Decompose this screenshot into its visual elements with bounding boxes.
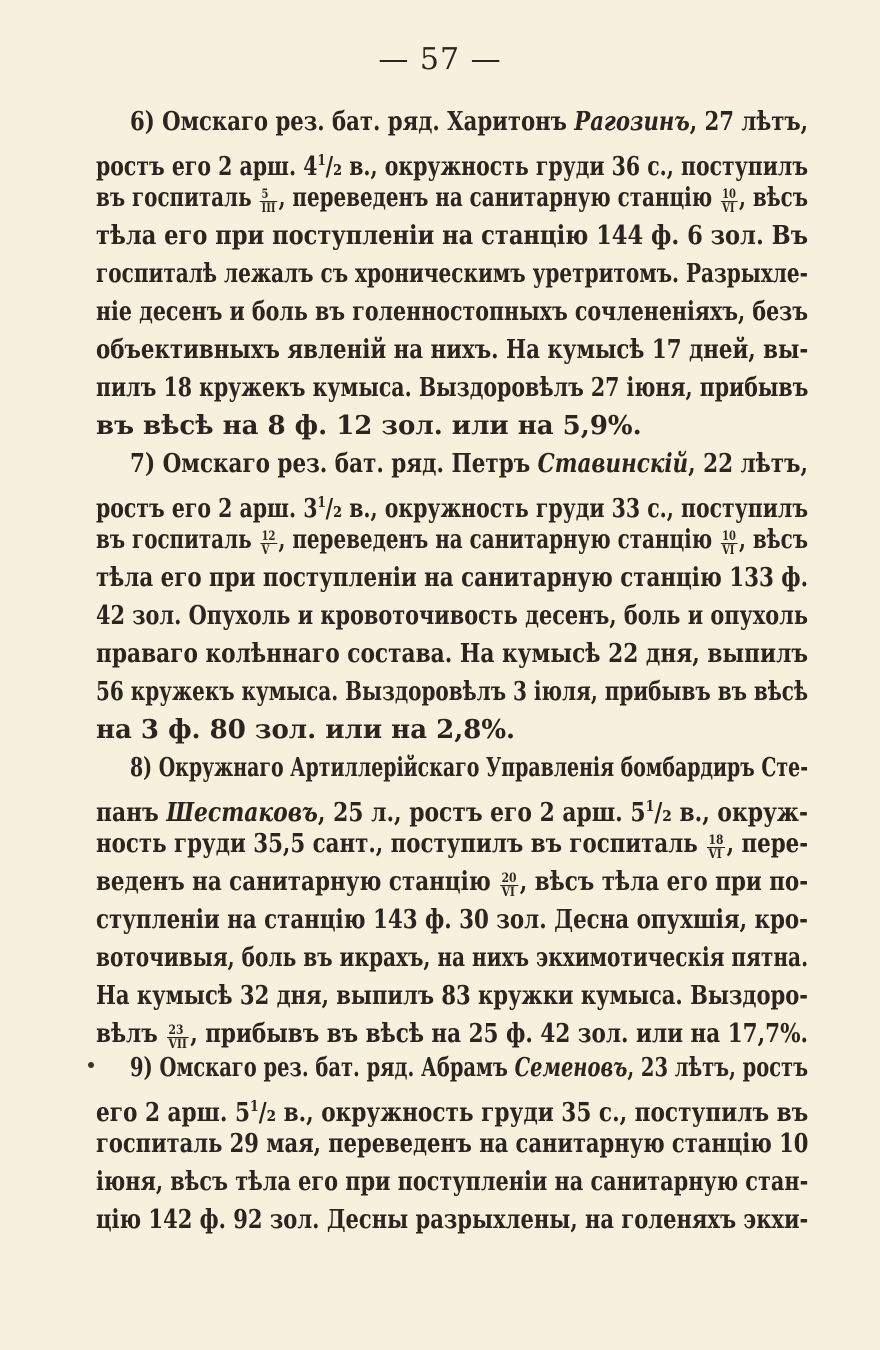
- entry-9-line-3: госпиталь 29 мая, переведенъ на санитарную станцію 10: [96, 1129, 809, 1159]
- entry-7-line-7: 56 кружекъ кумыса. Выздоровѣлъ 3 іюля, прибывъ въ вѣсѣ: [96, 677, 808, 707]
- entry-8-line-8: вѣлъ $\frac{23}{\text{VII}}$ , прибывъ въ вѣсѣ на 25 ф. 42 зол. или на 17,7%.: [96, 1019, 808, 1052]
- entry-7-line-6: праваго колѣннаго состава. На кумысѣ 22 дня, выпилъ: [96, 639, 808, 669]
- entry-8-line-7: На кумысѣ 32 дня, выпилъ 83 кружки кумыса. Выздоро-: [96, 981, 809, 1011]
- entry-6-line-3: въ госпиталь $\frac{5}{\text{III}}$ , переведенъ на санитарную станцію $\frac{10}{VI}$ , вѣсъ: [96, 183, 809, 216]
- entry-7-line-2: ростъ его 2 арш. $3^1/_2$ в., окружность груди 33 с., поступилъ: [96, 493, 808, 524]
- entry-6-line-9: въ вѣсѣ на 8 ф. 12 зол. или на 5,9%.: [96, 411, 642, 441]
- entry-8-line-4: веденъ на санитарную станцію $\frac{20}{VI}$ , вѣсъ тѣла его при по-: [96, 867, 809, 900]
- date-fraction: $\frac{5}{\text{III}}$: [261, 187, 276, 216]
- date-fraction: $\frac{18}{VI}$: [708, 833, 724, 862]
- date-fraction: $\frac{20}{VI}$: [501, 871, 517, 900]
- date-fraction: $\frac{12}{V}$: [261, 529, 276, 558]
- entry-6-line-8: пилъ 18 кружекъ кумыса. Выздоровѣлъ 27 іюня, прибывъ: [96, 373, 809, 403]
- entry-7-line-1: 7) Омскаго рез. бат. ряд. Петръ Ставинскій, 22 лѣтъ,: [130, 449, 808, 479]
- entry-6-line-4: тѣла его при поступленіи на станцію 144 ф. 6 зол. Въ: [96, 221, 808, 251]
- ink-dot: [88, 1062, 94, 1068]
- entry-7-line-8: на 3 ф. 80 зол. или на 2,8%.: [96, 715, 516, 745]
- entry-6-line-1: 6) Омскаго рез. бат. ряд. Харитонъ Рагозинъ, 27 лѣтъ,: [130, 107, 809, 137]
- entry-7-line-4: тѣла его при поступленіи на санитарную станцію 133 ф.: [96, 563, 809, 593]
- entry-8-line-5: ступленіи на станцію 143 ф. 30 зол. Десна опухшія, кро-: [96, 905, 808, 935]
- entry-9-line-4: іюня, вѣсъ тѣла его при поступленіи на санитарную стан-: [96, 1167, 809, 1197]
- entry-6-line-7: объективныхъ явленій на нихъ. На кумысѣ 17 дней, вы-: [96, 335, 809, 365]
- date-fraction: $\frac{23}{\text{VII}}$: [168, 1023, 187, 1052]
- date-fraction: $\frac{10}{VI}$: [722, 529, 736, 558]
- patient-name: Рагозинъ: [574, 107, 690, 137]
- date-fraction: $\frac{10}{VI}$: [722, 187, 736, 216]
- entry-7-line-3: въ госпиталь $\frac{12}{V}$ , переведенъ на санитарную станцію $\frac{10}{VI}$ , вѣсъ: [96, 525, 809, 558]
- entry-8-line-1: 8) Окружнаго Артиллерійскаго Управленія бомбардиръ Сте-: [130, 753, 809, 783]
- page-number: — 57 —: [378, 42, 502, 77]
- entry-8-line-6: воточивыя, боль въ икрахъ, на нихъ экхимотическія пятна.: [96, 943, 809, 973]
- patient-name: Шестаковъ: [166, 798, 318, 828]
- entry-9-line-2: его 2 арш. $5^1/_2$ в., окружность груди 35 с., поступилъ въ: [96, 1097, 809, 1128]
- patient-name: Ставинскій: [537, 449, 689, 479]
- entry-8-line-3: ность груди 35,5 сант., поступилъ въ госпиталь $\frac{18}{VI}$ , пере-: [96, 829, 809, 862]
- entry-6-line-6: ніе десенъ и боль въ голенностопныхъ сочлененіяхъ, безъ: [96, 297, 809, 327]
- entry-6-line-5: госпиталѣ лежалъ съ хроническимъ уретритомъ. Разрыхле-: [96, 259, 808, 289]
- entry-6-line-2: ростъ его 2 арш. $4^1/_2$ в., окружность груди 36 с., поступилъ: [96, 151, 808, 182]
- entry-9-line-5: цію 142 ф. 92 зол. Десны разрыхлены, на голеняхъ экхи-: [96, 1205, 809, 1235]
- entry-9-line-1: 9) Омскаго рез. бат. ряд. Абрамъ Семеновъ, 23 лѣтъ, ростъ: [130, 1053, 809, 1083]
- entry-7-line-5: 42 зол. Опухоль и кровоточивость десенъ, боль и опухоль: [96, 601, 808, 631]
- entry-8-line-2: панъ Шестаковъ, 25 л., ростъ его 2 арш. $5^1/_2$ в., окруж-: [96, 797, 808, 828]
- patient-name: Семеновъ: [514, 1053, 628, 1083]
